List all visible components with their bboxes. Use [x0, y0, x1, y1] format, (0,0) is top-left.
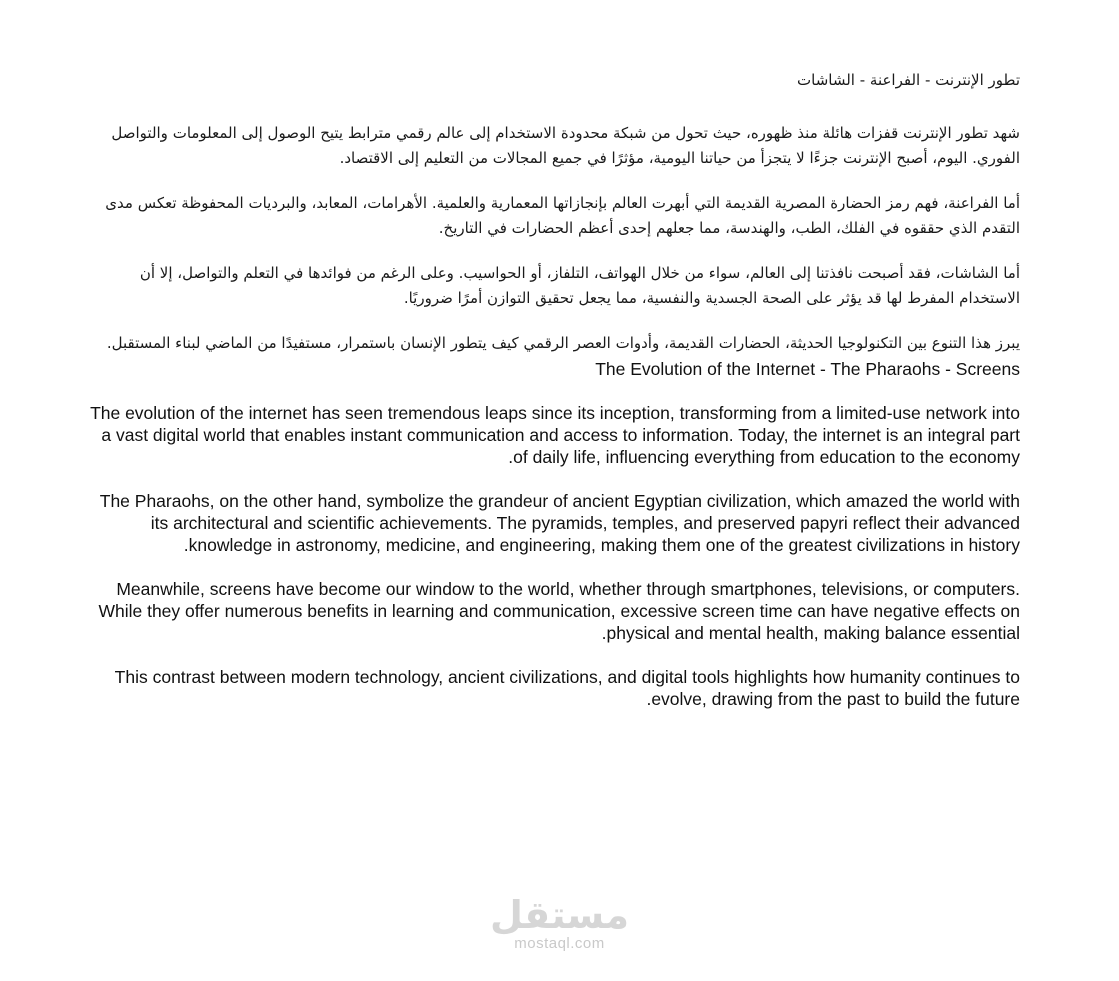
mostaql-watermark: [0, 895, 1119, 953]
arabic-paragraph-internet: شهد تطور الإنترنت قفزات هائلة منذ ظهوره، حيث تحول من شبكة محدودة الاستخدام إلى عالم رقمي مترابط يتيح الوصول إلى المعلومات والتواصل الفوري. اليوم، أصبح الإنترنت جزءًا لا يتجزأ من حياتنا اليومية، مؤثرًا في جميع المجالات من التعليم إلى الاقتصاد.: [111, 124, 1020, 167]
arabic-paragraph-pharaohs: أما الفراعنة، فهم رمز الحضارة المصرية القديمة التي أبهرت العالم بإنجازاتها المعمارية والعلمية. الأهرامات، المعابد، والبرديات المحفوظة تعكس مدى التقدم الذي حققوه في الفلك، الطب، والهندسة، مما جعلهم إحدى أعظم الحضارات في التاريخ.: [105, 194, 1020, 237]
arabic-paragraph-screens: أما الشاشات، فقد أصبحت نافذتنا إلى العالم، سواء من خلال الهواتف، التلفاز، أو الحواسيب. وعلى الرغم من فوائدها في التعلم والتواصل، إلا أن الاستخدام المفرط لها قد يؤثر على الصحة الجسدية والنفسية، مما يجعل تحقيق التوازن أمرًا ضروريًا.: [139, 264, 1020, 307]
arabic-title: تطور الإنترنت - الفراعنة - الشاشات: [797, 71, 1020, 89]
english-paragraph-screens: Meanwhile, screens have become our window to the world, whether through smartphones, televisions, or computers. While they offer numerous benefits in learning and communication, excessive screen time can have negative effects on physical and mental health, making balance essential.: [98, 579, 1020, 643]
english-title: The Evolution of the Internet - The Pharaohs - Screens: [595, 359, 1020, 379]
document-body: [84, 68, 1020, 732]
english-paragraph-internet: The evolution of the internet has seen tremendous leaps since its inception, transforming from a limited-use network into a vast digital world that enables instant communication and access to information. Today, the internet is an integral part of daily life, influencing everything from education to the economy.: [90, 403, 1020, 467]
watermark-logo-text: مستقل: [490, 893, 629, 937]
watermark-domain: mostaql.com: [514, 935, 605, 952]
english-paragraph-conclusion: This contrast between modern technology, ancient civilizations, and digital tools highlights how humanity continues to evolve, drawing from the past to build the future.: [114, 667, 1020, 709]
arabic-paragraph-conclusion: يبرز هذا التنوع بين التكنولوجيا الحديثة، الحضارات القديمة، وأدوات العصر الرقمي كيف يتطور الإنسان باستمرار، مستفيدًا من الماضي لبناء المستقبل.: [106, 334, 1020, 352]
english-paragraph-pharaohs: The Pharaohs, on the other hand, symbolize the grandeur of ancient Egyptian civilization, which amazed the world with its architectural and scientific achievements. The pyramids, temples, and preserved papyri reflect their advanced knowledge in astronomy, medicine, and engineering, making them one of the greatest civilizations in history.: [99, 491, 1020, 555]
